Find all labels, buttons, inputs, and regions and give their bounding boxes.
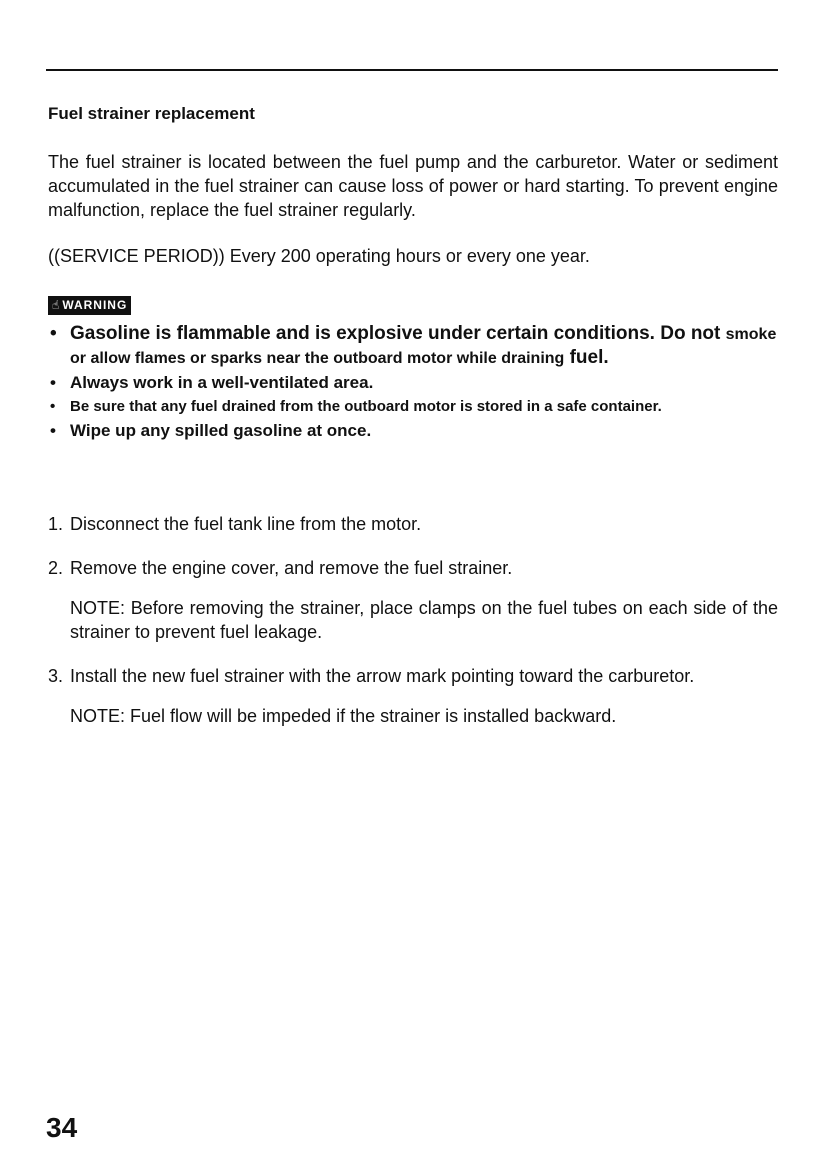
warning-hand-icon: ☝ xyxy=(52,298,61,312)
warning-item-rest: smoke or allow flames or sparks near the outboard motor while draining xyxy=(70,326,777,367)
step-text: Install the new fuel strainer with the arrow mark pointing toward the carburetor. xyxy=(70,666,695,686)
bullet-icon: • xyxy=(50,421,56,440)
section-title: Fuel strainer replacement xyxy=(48,104,255,123)
bullet-icon: • xyxy=(50,323,57,344)
step-note: NOTE: Before removing the strainer, place clamps on the fuel tubes on each side of the strainer to prevent fuel leakage. xyxy=(70,598,778,642)
warning-item-lead: Gasoline is flammable and is explosive under certain conditions. Do not xyxy=(70,323,721,344)
warning-item-text: Always work in a well-ventilated area. xyxy=(70,373,374,392)
step-item xyxy=(48,556,778,580)
warning-item-text: Be sure that any fuel drained from the outboard motor is stored in a safe container. xyxy=(70,398,662,415)
warning-item xyxy=(48,322,782,370)
bullet-icon: • xyxy=(50,398,56,415)
step-number: 3. xyxy=(48,666,64,686)
warning-list xyxy=(48,322,782,444)
header-rule xyxy=(46,69,778,71)
warning-badge xyxy=(48,296,131,315)
warning-item xyxy=(48,372,782,394)
warning-item xyxy=(48,420,782,442)
step-list xyxy=(48,512,778,728)
step-note: NOTE: Fuel flow will be impeded if the strainer is installed backward. xyxy=(70,706,617,726)
step-text: Disconnect the fuel tank line from the motor. xyxy=(70,514,422,534)
step-text: Remove the engine cover, and remove the fuel strainer. xyxy=(70,558,513,578)
warning-label: WARNING xyxy=(62,298,128,312)
page-number: 34 xyxy=(46,1112,78,1143)
step-item xyxy=(48,664,778,688)
warning-item xyxy=(48,396,782,418)
intro-paragraph: The fuel strainer is located between the fuel pump and the carburetor. Water or sediment accumulated in the fuel strainer can cause loss of power or hard starting. To prevent engine malfunction, replace the fuel strainer regularly. xyxy=(48,152,778,220)
warning-item-tail: fuel. xyxy=(569,347,609,368)
step-number: 1. xyxy=(48,514,64,534)
step-number: 2. xyxy=(48,558,64,578)
warning-item-text: Wipe up any spilled gasoline at once. xyxy=(70,421,372,440)
service-period: ((SERVICE PERIOD)) Every 200 operating hours or every one year. xyxy=(48,246,590,266)
bullet-icon: • xyxy=(50,373,56,392)
step-item xyxy=(48,512,778,536)
